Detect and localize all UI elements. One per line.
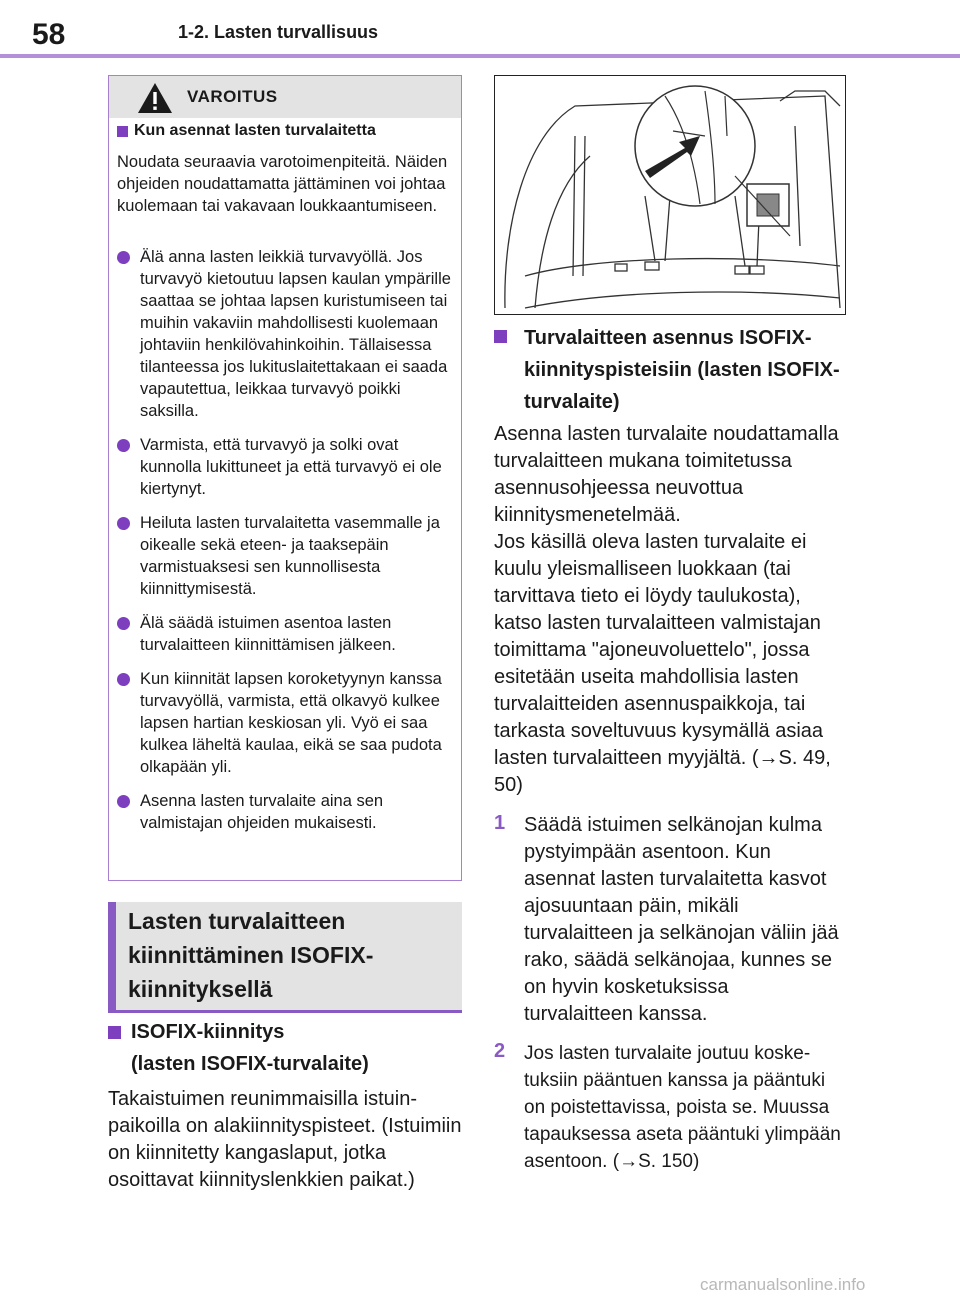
warning-bullet [117, 434, 459, 500]
warning-bullet-text: Älä anna lasten leikkiä turvavyöllä. Jos turvavyö kietoutuu lapsen kaulan ympärille saattaa se johtaa lapsen kuristumiseen tai muihin vakaviin mahdollisesti kuolemaan johtaviin henkilövahinkoihin. Tällaisessa tilanteessa jos lukituslaitettakaan ei saada vapautettua, leikkaa turvavyö poikki saksilla. [140, 248, 451, 420]
heading-rule [108, 1010, 462, 1013]
section-heading: Lasten turvalaitteen kiinnittäminen ISOFIX-kiinnityksellä [128, 908, 374, 1002]
page-number: 58 [32, 18, 66, 51]
warning-bullet [117, 612, 459, 656]
header-rule [0, 54, 960, 58]
round-bullet-icon [117, 517, 130, 530]
install-body: Asenna lasten turvalaite noudattamalla turvalaitteen mukana toimitetussa asennusohjeessa neuvottua kiinnitysmenetelmää. Jos käsillä oleva lasten turvalaite ei kuulu yleismalliseen luokkaan (tai tarvittava tieto ei löydy taulukosta), katso lasten turvalaitteen valmistajan toimittama "ajoneuvoluettelo", jossa esitetään useita mahdollisia lasten turvalaitteiden asennuspaikkoja, tai tarkasta soveltuvuus kysymällä asiaa lasten turvalaitteen myyjältä. (→S. 49, 50) [494, 423, 839, 796]
step-text: Säädä istuimen selkänojan kulma pystyimpään asentoon. Kun asennat lasten turvalaitetta kasvot ajosuuntaan päin, mikäli turvalaitteen ja selkänojan väliin jää rako, säädä selkänojaa, kunnes se on hyvin kosketuksissa turvalaitteen kanssa. [524, 814, 839, 1025]
step-number: 2 [494, 1040, 506, 1062]
warning-bullet-text: Varmista, että turvavyö ja solki ovat kunnolla lukittuneet ja että turvavyö ei ole kiertynyt. [140, 436, 442, 498]
warning-bullet-text: Älä säädä istuimen asentoa lasten turvalaitteen kiinnittämisen jälkeen. [140, 614, 396, 654]
page-header [0, 0, 960, 58]
warning-triangle-icon [137, 82, 173, 114]
isofix-subheading-line1: ISOFIX-kiinnitys [131, 1021, 285, 1043]
warning-header [109, 76, 461, 118]
square-bullet-icon [108, 1026, 121, 1039]
warning-bullets [117, 246, 459, 846]
warning-bullet [117, 790, 459, 834]
heading-accent-bar [108, 902, 116, 1010]
warning-bullet [117, 246, 459, 422]
square-bullet-icon [117, 126, 128, 137]
rear-seat-illustration [495, 76, 846, 315]
step-2 [494, 1040, 844, 1210]
square-bullet-icon [494, 330, 507, 343]
warning-title: VAROITUS [187, 87, 278, 106]
isofix-seat-illustration [494, 75, 846, 315]
warning-box [108, 75, 462, 881]
install-subheading-text: Turvalaitteen asennus ISOFIX-kiinnityspisteisiin (lasten ISOFIX-turvalaite) [524, 327, 840, 413]
warning-intro: Noudata seuraavia varotoimenpiteitä. Näiden ohjeiden noudattamatta jättäminen voi johtaa kuolemaan tai vakavaan loukkaantumiseen. [117, 153, 448, 215]
section-title: 1-2. Lasten turvallisuus [178, 22, 379, 42]
warning-bullet-text: Asenna lasten turvalaite aina sen valmistajan ohjeiden mukaisesti. [140, 792, 384, 832]
round-bullet-icon [117, 673, 130, 686]
section-heading-box [108, 902, 462, 1010]
round-bullet-icon [117, 251, 130, 264]
step-text: Jos lasten turvalaite joutuu kosketuksiin pääntuen kanssa ja pääntuki on poistettavissa, poista se. Muussa tapauksessa aseta pääntuki ylimpään asentoon. (→S. 150) [524, 1043, 841, 1172]
round-bullet-icon [117, 617, 130, 630]
warning-bullet [117, 668, 459, 778]
round-bullet-icon [117, 439, 130, 452]
warning-bullet-text: Heiluta lasten turvalaitetta vasemmalle ja oikealle sekä eteen- ja taaksepäin varmistuaksesi sen kunnollisesta kiinnittymisestä. [140, 514, 440, 598]
isofix-subheading [108, 1018, 462, 1078]
round-bullet-icon [117, 795, 130, 808]
install-subheading [494, 322, 848, 418]
step-1 [494, 812, 844, 1032]
step-number: 1 [494, 812, 506, 834]
warning-subheading-text: Kun asennat lasten turvalaitetta [134, 122, 376, 139]
isofix-subheading-line2: (lasten ISOFIX-turvalaite) [131, 1053, 369, 1075]
warning-bullet [117, 512, 459, 600]
watermark: carmanualsonline.info [700, 1275, 866, 1294]
warning-subheading [117, 122, 376, 140]
isofix-body: Takaistuimen reunimmaisilla istuinpaikoilla on alakiinnityspisteet. (Istuimiin on kiinnitetty kangaslaput, jotka osoittavat kiinnityslenkkien paikat.) [108, 1088, 462, 1191]
warning-bullet-text: Kun kiinnität lapsen koroketyynyn kanssa turvavyöllä, varmista, että olkavyö kulkee lapsen hartian keskiosan yli. Vyö ei saa kulkea läheltä kaulaa, eikä se saa pudota olkapään yli. [140, 670, 442, 776]
